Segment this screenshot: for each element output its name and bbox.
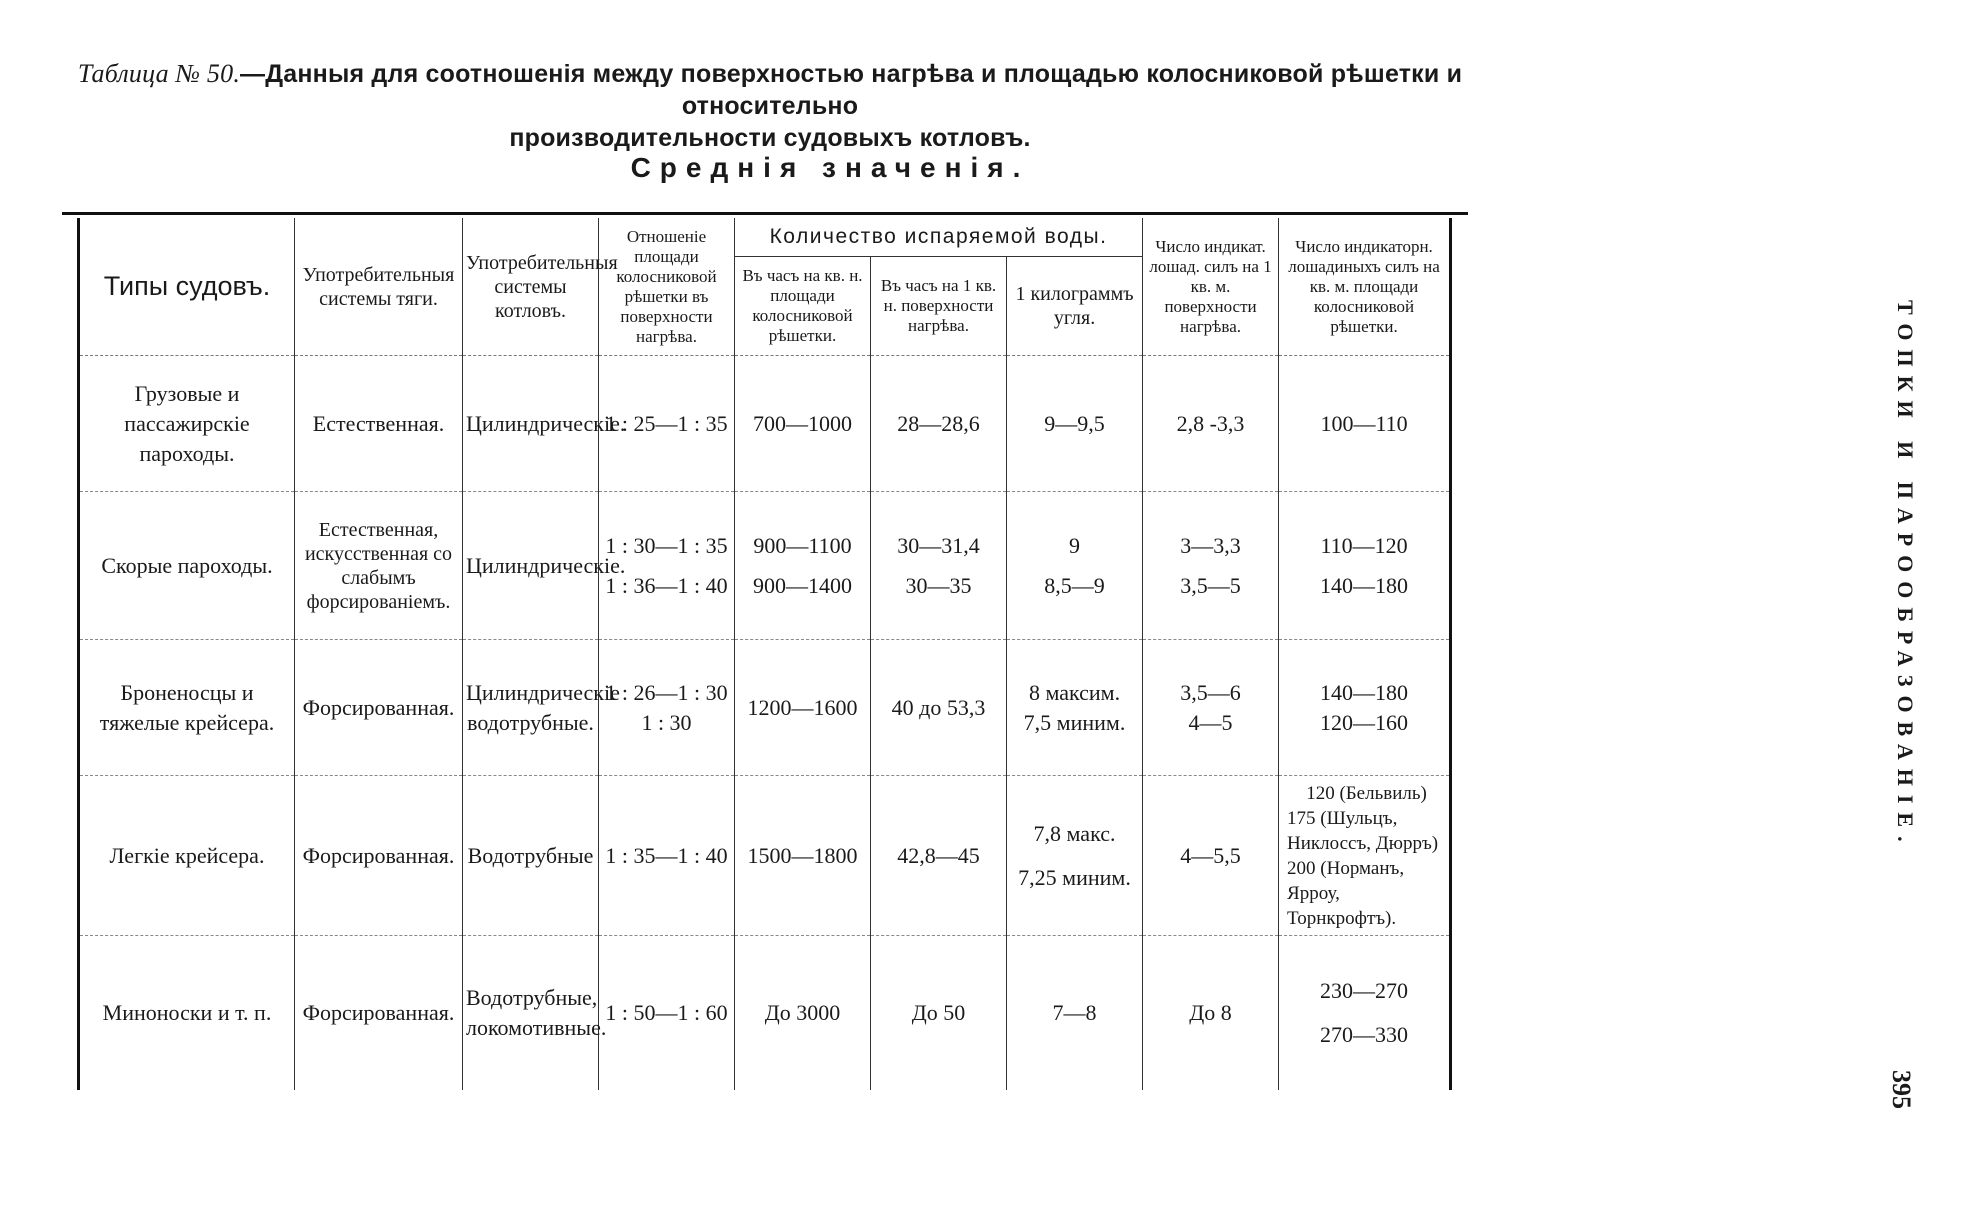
cell-ratio — [599, 356, 735, 492]
value: 3,5—6 — [1180, 679, 1241, 705]
cell-evap-grate — [735, 356, 871, 492]
col-header-ratio: Отношеніе площади колосниковой рѣшетки въ поверхности нагрѣва. — [599, 218, 735, 356]
value: 140—180 — [1320, 572, 1409, 598]
cell-evap-surface — [871, 356, 1007, 492]
value: 100—110 — [1320, 410, 1408, 436]
value: 30—31,4 — [897, 532, 980, 558]
cell-boilers: Цилиндрическіе. — [463, 492, 599, 640]
cell-ihp-surface — [1143, 776, 1279, 936]
value: 120 (Бельвиль) — [1306, 782, 1427, 804]
value: 42,8—45 — [897, 842, 980, 868]
cell-type: Грузовые и пассажирскіе пароходы. — [79, 356, 295, 492]
col-header-ihp-surface: Число индикат. лошад. силъ на 1 кв. м. поверхности нагрѣва. — [1143, 218, 1279, 356]
cell-draft: Естественная. — [295, 356, 463, 492]
col-header-boilers: Употребительныя системы котловъ. — [463, 218, 599, 356]
value: 7,5 миним. — [1023, 709, 1126, 735]
cell-ihp-grate — [1279, 640, 1451, 776]
cell-ratio — [599, 936, 735, 1090]
title-line-2: производительности судовыхъ котловъ. — [509, 124, 1031, 152]
cell-evap-surface — [871, 936, 1007, 1090]
value: 40 до 53,3 — [891, 694, 986, 720]
cell-ratio — [599, 776, 735, 936]
value: 1 : 50—1 : 60 — [605, 999, 728, 1025]
value: 3,5—5 — [1180, 572, 1241, 598]
page-number — [1878, 1070, 1928, 1130]
value: 175 (Шульцъ, Никлоссъ, Дюрръ) — [1287, 807, 1439, 854]
value: 9 — [1069, 532, 1081, 558]
value: 140—180 — [1320, 679, 1409, 705]
cell-ihp-grate — [1279, 356, 1451, 492]
cell-evap-grate — [735, 936, 871, 1090]
cell-draft: Форсированная. — [295, 640, 463, 776]
page-number-text: 395 — [1887, 1070, 1916, 1109]
table-body — [79, 356, 1451, 1090]
cell-type: Миноноски и т. п. — [79, 936, 295, 1090]
value: 1200—1600 — [747, 694, 858, 720]
value: 7,8 макс. — [1033, 820, 1116, 846]
value: 700—1000 — [753, 410, 852, 436]
cell-type: Скорые пароходы. — [79, 492, 295, 640]
title-line-1 — [60, 58, 1480, 122]
value: 3—3,3 — [1180, 532, 1241, 558]
value: 900—1100 — [753, 532, 852, 558]
table-row — [79, 640, 1451, 776]
top-rule — [62, 212, 1468, 215]
col-header-types: Типы судовъ. — [79, 218, 295, 356]
cell-evap-coal — [1007, 492, 1143, 640]
value: 7—8 — [1052, 999, 1097, 1025]
cell-ihp-surface — [1143, 356, 1279, 492]
col-header-evap-grate: Въ часъ на кв. н. площади колосниковой рѣшетки. — [735, 257, 871, 356]
value: 1 : 30 — [641, 709, 692, 735]
cell-ihp-grate — [1279, 492, 1451, 640]
cell-evap-coal — [1007, 640, 1143, 776]
value: 1500—1800 — [747, 842, 858, 868]
running-head — [1878, 300, 1928, 900]
title-text-1: —Данныя для соотношенія между поверхностью нагрѣва и площадью колосниковой рѣшетки и относительно — [240, 60, 1463, 120]
value: 8 максим. — [1028, 679, 1121, 705]
value: 270—330 — [1320, 1021, 1409, 1047]
cell-evap-grate — [735, 776, 871, 936]
value: 120—160 — [1320, 709, 1409, 735]
header-row-1 — [79, 218, 1451, 257]
cell-evap-surface — [871, 776, 1007, 936]
col-header-ihp-grate: Число индикаторн. лошадиныхъ силъ на кв. м. площади колосниковой рѣшетки. — [1279, 218, 1451, 356]
cell-evap-surface — [871, 492, 1007, 640]
table-row — [79, 356, 1451, 492]
value: 28—28,6 — [897, 410, 980, 436]
cell-evap-coal — [1007, 776, 1143, 936]
cell-evap-grate — [735, 492, 871, 640]
cell-boilers: Цилиндрическіе. — [463, 356, 599, 492]
cell-type: Легкіе крейсера. — [79, 776, 295, 936]
cell-boilers: Цилиндрическіе водотрубные. — [463, 640, 599, 776]
col-header-evaporation-group: Количество испаряемой воды. — [735, 218, 1143, 257]
cell-ihp-surface — [1143, 936, 1279, 1090]
cell-evap-grate — [735, 640, 871, 776]
value: 4—5,5 — [1180, 842, 1241, 868]
value: 1 : 30—1 : 35 — [605, 532, 728, 558]
cell-evap-coal — [1007, 356, 1143, 492]
value: 8,5—9 — [1044, 572, 1105, 598]
value: 4—5 — [1188, 709, 1233, 735]
cell-draft: Естественная, искусственная со слабымъ форсированіемъ. — [295, 492, 463, 640]
col-header-evap-coal: 1 килограммъ угля. — [1007, 257, 1143, 356]
cell-evap-surface — [871, 640, 1007, 776]
table-title — [60, 58, 1480, 154]
cell-type: Броненосцы и тяжелые крейсера. — [79, 640, 295, 776]
cell-ihp-surface — [1143, 640, 1279, 776]
value: 9—9,5 — [1044, 410, 1105, 436]
value: 30—35 — [905, 572, 972, 598]
value: 1 : 36—1 : 40 — [605, 572, 728, 598]
cell-draft: Форсированная. — [295, 936, 463, 1090]
col-header-draft: Употребительныя системы тяги. — [295, 218, 463, 356]
cell-boilers: Водотрубные — [463, 776, 599, 936]
value: До 8 — [1189, 999, 1232, 1025]
cell-draft: Форсированная. — [295, 776, 463, 936]
value: 1 : 25—1 : 35 — [605, 410, 728, 436]
boiler-data-table — [77, 218, 1452, 1090]
value: 1 : 35—1 : 40 — [605, 842, 728, 868]
value: 2,8 -3,3 — [1176, 410, 1245, 436]
cell-ihp-surface — [1143, 492, 1279, 640]
cell-evap-coal — [1007, 936, 1143, 1090]
cell-boilers: Водотрубные, локомотивные. — [463, 936, 599, 1090]
table-row — [79, 936, 1451, 1090]
value: До 3000 — [764, 999, 841, 1025]
value: 200 (Норманъ, Ярроу, Торнкрофтъ). — [1287, 857, 1405, 929]
value: 110—120 — [1320, 532, 1408, 558]
value: 900—1400 — [753, 572, 852, 598]
value: 1 : 26—1 : 30 — [605, 679, 728, 705]
table-number: Таблица № 50. — [77, 59, 241, 88]
col-header-evap-surface: Въ часъ на 1 кв. н. поверхности нагрѣва. — [871, 257, 1007, 356]
value: 230—270 — [1320, 977, 1409, 1003]
subtitle: Среднія значенія. — [630, 152, 1030, 183]
cell-ihp-grate — [1279, 776, 1451, 936]
value: До 50 — [911, 999, 966, 1025]
table-row — [79, 776, 1451, 936]
running-head-text: ТОПКИ И ПАРООБРАЗОВАНІЕ. — [1893, 300, 1918, 851]
table-row — [79, 492, 1451, 640]
value: 7,25 миним. — [1018, 864, 1131, 890]
cell-ratio — [599, 640, 735, 776]
cell-ihp-grate — [1279, 936, 1451, 1090]
